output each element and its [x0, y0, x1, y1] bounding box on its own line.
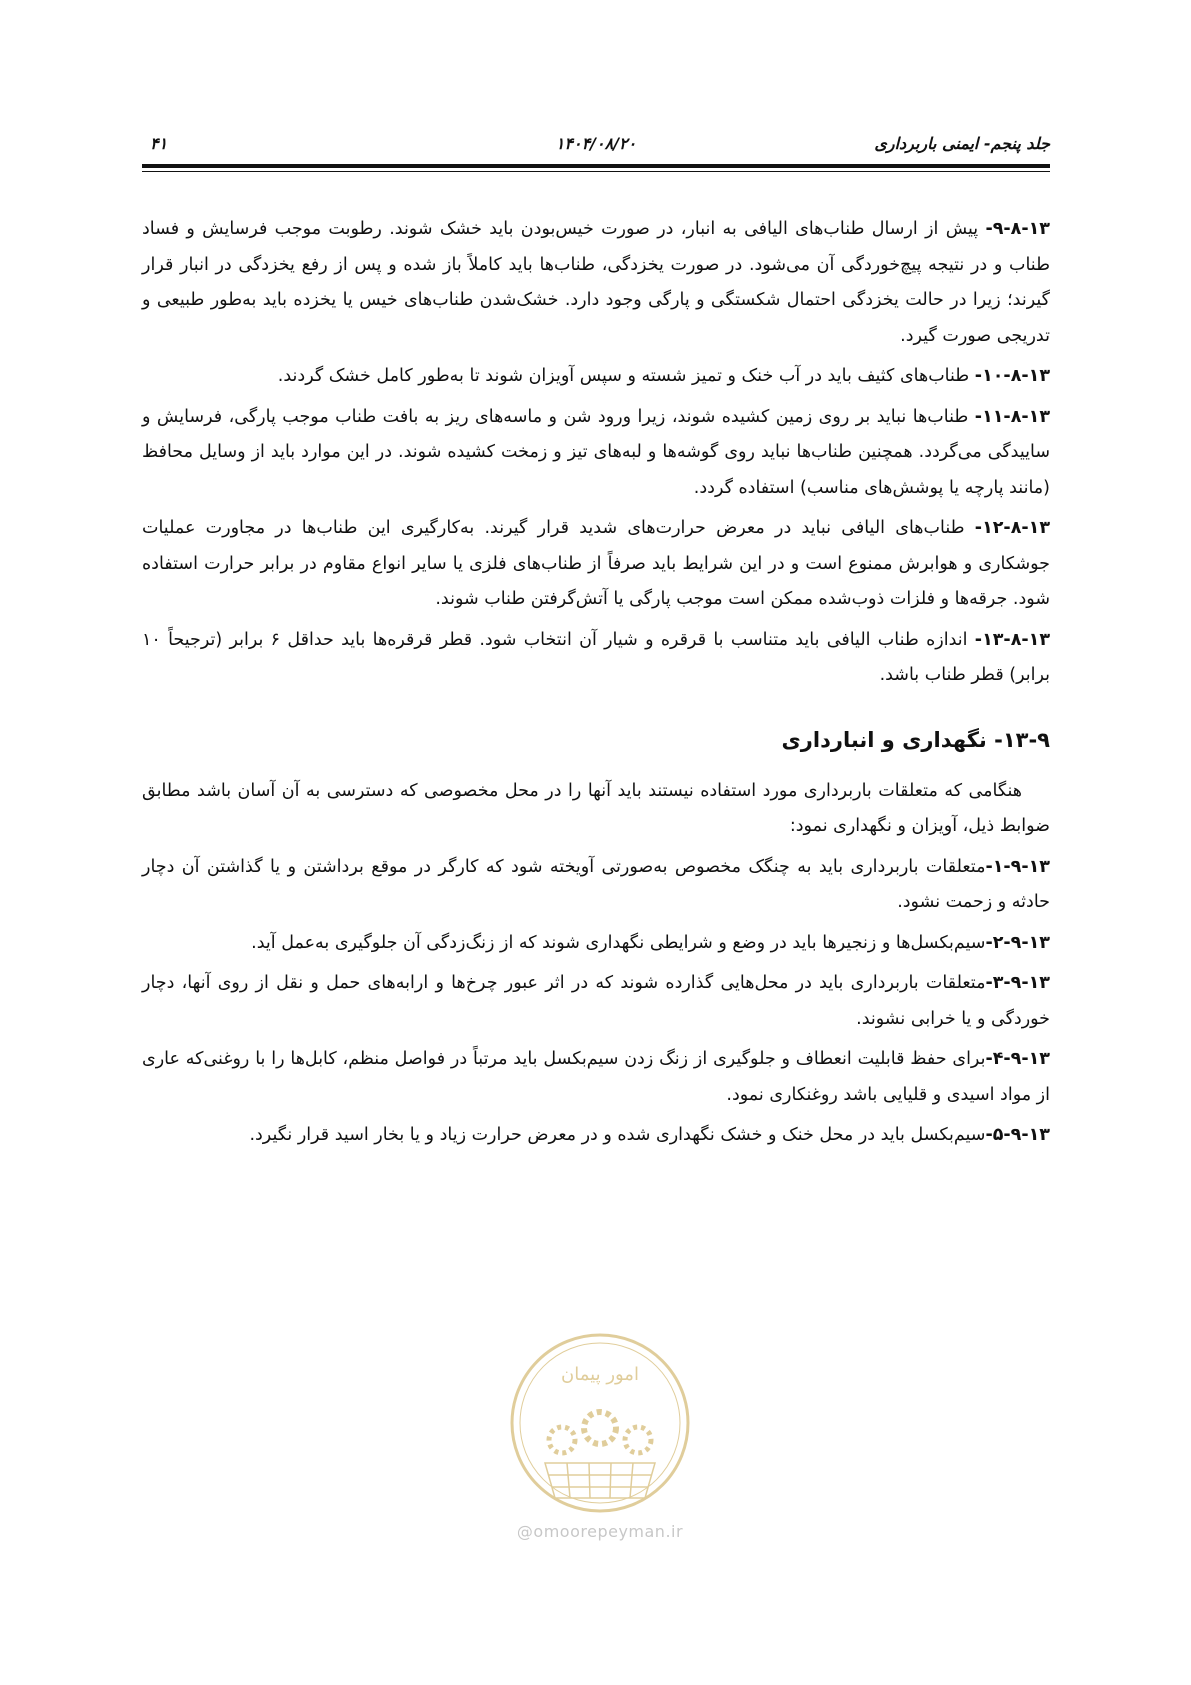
- clause-text: اندازه طناب الیافی باید متناسب با قرقره و شیار آن انتخاب شود. قطر قرقره‌ها باید حداقل ۶ برابر (ترجیحاً ۱۰ برابر) قطر طناب باشد.: [142, 629, 1050, 685]
- paragraph-13-9-5: [142, 1118, 1050, 1154]
- clause-number: ۱-۹-۱۳-: [985, 856, 1050, 877]
- paragraph-13-9-2: [142, 926, 1050, 962]
- header-rule-thin: [142, 171, 1050, 172]
- watermark: [475, 1328, 725, 1541]
- clause-number: ۵-۹-۱۳-: [985, 1125, 1050, 1145]
- clause-number: ۱۲-۸-۱۳-: [974, 518, 1050, 538]
- clause-text: سیم‌بکسل‌ها و زنجیرها باید در وضع و شرایطی نگهداری شوند که از زنگ‌زدگی آن جلوگیری به‌عمل آید.: [251, 932, 986, 953]
- clause-text: طناب‌های الیافی نباید در معرض حرارت‌های شدید قرار گیرند. به‌کارگیری این طناب‌ها در مجاورت عملیات جوشکاری و هوابرش ممنوع است و در این شرایط باید صرفاً از طناب‌های فلزی یا سایر انواع مقاوم در برابر حرارت استفاده شود. جرقه‌ها و فلزات ذوب‌شده ممکن است موجب پارگی یا آتش‌گرفتن طناب شوند.: [142, 518, 1050, 609]
- clause-number: ۳-۹-۱۳-: [985, 973, 1050, 993]
- clause-number: ۹-۸-۱۳-: [985, 219, 1050, 239]
- section-heading: ۱۳-۹- نگهداری و انبارداری: [781, 727, 1050, 752]
- clause-text: طناب‌ها نباید بر روی زمین کشیده شوند، زیرا ورود شن و ماسه‌های ریز به بافت طناب موجب پارگی، فرسایش و ساییدگی می‌گردد. همچنین طناب‌ها نباید روی گوشه‌ها و لبه‌های تیز و زمخت کشیده شوند. در این موارد باید از وسایل محافظ (مانند پارچه یا پوشش‌های مناسب) استفاده گردد.: [142, 406, 1050, 498]
- clause-text: برای حفظ قابلیت انعطاف و جلوگیری از زنگ زدن سیم‌بکسل باید مرتباً در فواصل منظم، کابل‌ها را با روغنی‌که عاری از مواد اسیدی و قلیایی باشد روغنکاری نمود.: [142, 1049, 1050, 1105]
- clause-text: متعلقات باربرداری باید به چنگک مخصوص به‌صورتی آویخته شود که کارگر در موقع برداشتن و یا گذاشتن آن دچار حادثه و زحمت نشود.: [142, 856, 1050, 912]
- watermark-url: @omoorepeyman.ir: [516, 1522, 684, 1541]
- paragraph-13-9-4: [142, 1042, 1050, 1113]
- clause-number: ۲-۹-۱۳-: [985, 932, 1050, 953]
- header-date: ۱۴۰۴/۰۸/۲۰: [555, 134, 637, 153]
- paragraph-13-8-11: [142, 400, 1050, 507]
- paragraph-13-8-12: [142, 511, 1050, 618]
- intro-paragraph: هنگامی که متعلقات باربرداری مورد استفاده نیستند باید آنها را در محل مخصوصی که دسترسی به آن آسان باشد مطابق ضوابط ذیل، آویزان و نگهداری نمود:: [142, 780, 1050, 836]
- paragraph-13-8-13: [142, 623, 1050, 694]
- header-rule-thick: [142, 164, 1050, 168]
- clause-text: پیش از ارسال طناب‌های الیافی به انبار، در صورت خیس‌بودن باید خشک شوند. رطوبت موجب فرسایش و فساد طناب و در نتیجه پیچ‌خوردگی آن می‌شود. در صورت یخزدگی، طناب‌ها باید کاملاً باز شده و پس از رفع یخزدگی در انبار قرار گیرند؛ زیرا در حالت یخزدگی احتمال شکستگی و پارگی وجود دارد. خشک‌شدن طناب‌های خیس یا یخزده باید به‌طور طبیعی و تدریجی صورت گیرد.: [142, 219, 1050, 346]
- clause-number: ۴-۹-۱۳-: [985, 1049, 1050, 1069]
- document-body: [142, 212, 1050, 1159]
- paragraph-13-8-10: [142, 359, 1050, 395]
- header-title: جلد پنجم- ایمنی باربرداری: [874, 134, 1050, 153]
- paragraph-13-9-3: [142, 966, 1050, 1037]
- paragraph-13-8-9: [142, 212, 1050, 354]
- clause-text: سیم‌بکسل باید در محل خنک و خشک نگهداری شده و در معرض حرارت زیاد و یا بخار اسید قرار نگیرد.: [249, 1125, 986, 1145]
- clause-number: ۱۰-۸-۱۳-: [974, 366, 1050, 386]
- page-header: [142, 130, 1050, 158]
- page-number: ۴۱: [150, 134, 168, 153]
- clause-number: ۱۳-۸-۱۳-: [974, 629, 1050, 650]
- watermark-logo: [505, 1328, 695, 1518]
- clause-number: ۱۱-۸-۱۳-: [974, 406, 1050, 427]
- watermark-brand: امور پیمان: [561, 1364, 639, 1385]
- paragraph-13-9-1: [142, 850, 1050, 921]
- clause-text: طناب‌های کثیف باید در آب خنک و تمیز شسته و سپس آویزان شوند تا به‌طور کامل خشک گردند.: [277, 366, 975, 386]
- clause-text: متعلقات باربرداری باید در محل‌هایی گذارده شوند که در اثر عبور چرخ‌ها و ارابه‌های حمل و نقل از روی آنها، دچار خوردگی و یا خرابی نشوند.: [142, 973, 1050, 1029]
